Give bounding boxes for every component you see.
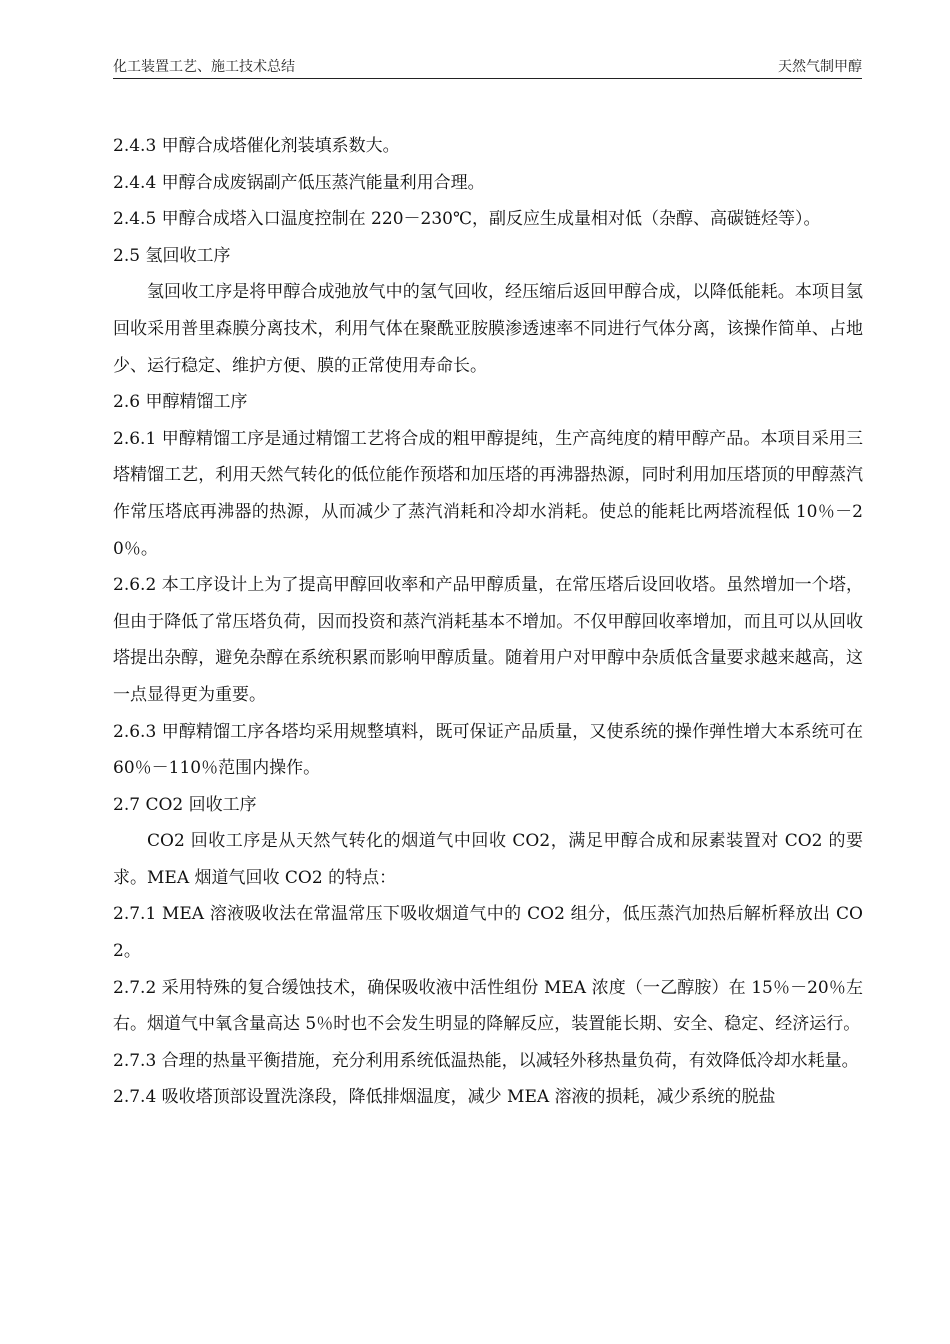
- paragraph-2-6-1: 2.6.1 甲醇精馏工序是通过精馏工艺将合成的粗甲醇提纯，生产高纯度的精甲醇产品。本项目采用三塔精馏工艺，利用天然气转化的低位能作预塔和加压塔的再沸器热源，同时利用加压塔顶的甲醇蒸汽作常压塔底再沸器的热源，从而减少了蒸汽消耗和冷却水消耗。使总的能耗比两塔流程低 10％－20％。: [113, 428, 863, 559]
- section-heading-2-6: 2.6 甲醇精馏工序: [113, 392, 248, 413]
- paragraph-2-7-3: 2.7.3 合理的热量平衡措施，充分利用系统低温热能，以减轻外移热量负荷，有效降低冷却水耗量。: [113, 1050, 859, 1071]
- header-right-title: 天然气制甲醇: [778, 59, 862, 75]
- paragraph-2-4-5: 2.4.5 甲醇合成塔入口温度控制在 220－230℃，副反应生成量相对低（杂醇、高碳链烃等）。: [113, 209, 821, 230]
- section-heading-2-7: 2.7 CO2 回收工序: [113, 794, 257, 815]
- paragraph-2-7-4: 2.7.4 吸收塔顶部设置洗涤段，降低排烟温度，减少 MEA 溶液的损耗，减少系统的脱盐: [113, 1087, 776, 1108]
- section-heading-2-5: 2.5 氢回收工序: [113, 245, 231, 266]
- paragraph-2-4-3: 2.4.3 甲醇合成塔催化剂装填系数大。: [113, 136, 400, 156]
- paragraph-hydrogen-recovery: 氢回收工序是将甲醇合成弛放气中的氢气回收，经压缩后返回甲醇合成，以降低能耗。本项目氢回收采用普里森膜分离技术，利用气体在聚酰亚胺膜渗透速率不同进行气体分离，该操作简单、占地少、运行稳定、维护方便、膜的正常使用寿命长。: [113, 282, 863, 376]
- page-header: [113, 52, 862, 79]
- paragraph-2-4-4: 2.4.4 甲醇合成废锅副产低压蒸汽能量利用合理。: [113, 172, 485, 193]
- paragraph-co2-recovery: CO2 回收工序是从天然气转化的烟道气中回收 CO2，满足甲醇合成和尿素装置对 CO2 的要求。MEA 烟道气回收 CO2 的特点：: [113, 831, 863, 888]
- paragraph-2-7-2: 2.7.2 采用特殊的复合缓蚀技术，确保吸收液中活性组份 MEA 浓度（一乙醇胺）在 15％－20％左右。烟道气中氧含量高达 5％时也不会发生明显的降解反应，装置能长期、安全、稳定、经济运行。: [113, 977, 863, 1035]
- document-body: [113, 128, 863, 1116]
- paragraph-2-6-2: 2.6.2 本工序设计上为了提高甲醇回收率和产品甲醇质量，在常压塔后设回收塔。虽然增加一个塔，但由于降低了常压塔负荷，因而投资和蒸汽消耗基本不增加。不仅甲醇回收率增加，而且可以从回收塔提出杂醇，避免杂醇在系统积累而影响甲醇质量。随着用户对甲醇中杂质低含量要求越来越高，这一点显得更为重要。: [113, 575, 863, 705]
- paragraph-2-7-1: 2.7.1 MEA 溶液吸收法在常温常压下吸收烟道气中的 CO2 组分，低压蒸汽加热后解析释放出 CO2。: [113, 904, 863, 962]
- header-left-title: 化工装置工艺、施工技术总结: [113, 59, 295, 75]
- paragraph-2-6-3: 2.6.3 甲醇精馏工序各塔均采用规整填料，既可保证产品质量，又使系统的操作弹性增大本系统可在 60％－110％范围内操作。: [113, 721, 863, 779]
